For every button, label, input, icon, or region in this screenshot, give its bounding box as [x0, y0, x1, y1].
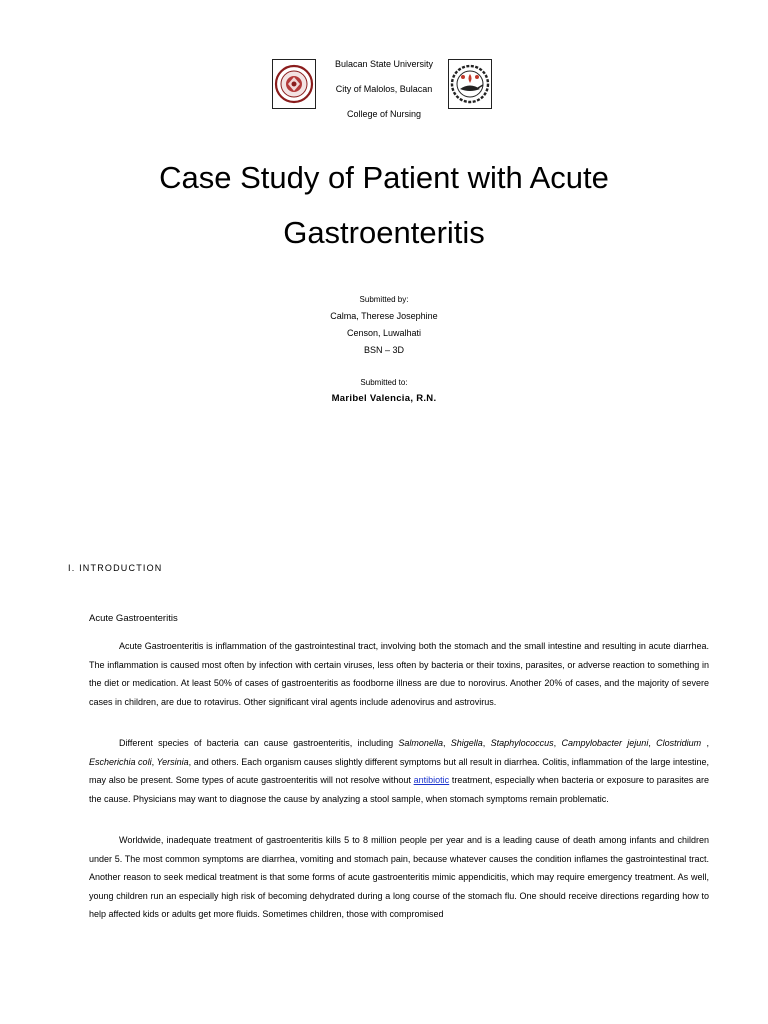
subsection-heading: Acute Gastroenteritis	[89, 613, 178, 624]
species-name: Campylobacter jejuni	[561, 738, 649, 748]
author-name: Censon, Luwalhati	[346, 328, 422, 338]
species-name: Salmonella	[398, 738, 443, 748]
university-city: City of Malolos, Bulacan	[335, 84, 433, 94]
species-name: Yersinia	[156, 756, 189, 767]
paragraph-bacteria	[89, 734, 709, 808]
antibiotic-link[interactable]: antibiotic	[413, 775, 450, 786]
advisor-name: Maribel Valencia, R.N.	[331, 393, 437, 404]
section-heading: I. INTRODUCTION	[68, 563, 163, 573]
paragraph-intro: Acute Gastroenteritis is inflammation of the gastrointestinal tract, involving both the stomach and the small intestine and resulting in acute diarrhea. The inflammation is caused most often by infection with certain viruses, less often by bacteria or their toxins, parasites, or adverse reaction to something in the diet or medication. At least 50% of cases of gastroenteritis as foodborne illness are due to norovirus. Another 20% of cases, and the majority of severe cases in children, are due to rotavirus. Other significant viral agents include adenovirus and astrovirus.	[89, 641, 709, 707]
species-name: Shigella	[450, 738, 483, 748]
document-title-line-2: Gastroenteritis	[283, 215, 485, 250]
document-title-line-1: Case Study of Patient with Acute	[159, 160, 609, 195]
text-span: ,	[553, 738, 562, 748]
text-span: treatment, especially when bacteria or exposure to parasites are the cause. Physicians may want to diagnose the cause by analyzing a stool sample, when stomach symptoms remain problematic.	[89, 775, 709, 804]
author-name: Calma, Therese Josephine	[330, 311, 438, 321]
text-span: ,	[648, 738, 657, 748]
text-span: , and others. Each organism causes slightly different symptoms but all result in diarrhea. Colitis, inflammation of the large intestine, may also be present. Some types of acute gastroenteritis will not resolve without	[89, 756, 709, 786]
text-span: ,	[151, 756, 157, 767]
text-span: ,	[482, 738, 491, 748]
college-name: College of Nursing	[346, 109, 422, 119]
species-name: Escherichia coli	[89, 756, 152, 767]
species-name: Staphylococcus	[490, 738, 554, 748]
submitted-by-label: Submitted by:	[359, 295, 409, 304]
university-name: Bulacan State University	[334, 59, 434, 69]
text-span: ,	[701, 738, 709, 748]
paragraph-worldwide: Worldwide, inadequate treatment of gastroenteritis kills 5 to 8 million people per year and is a leading cause of death among infants and children under 5. The most common symptoms are diarrhea, vomiting and stomach pain, because whatever causes the condition inflames the gastrointestinal tract. Another reason to seek medical treatment is that some forms of acute gastroenteritis mimic appendicitis, which may require emergency treatment. As well, young children run an especially high risk of becoming dehydrated during a long course of the stomach flu. One should receive directions regarding how to help affected kids or adults get more fluids. Sometimes children, those with compromised	[89, 835, 709, 920]
species-name: Clostridium	[656, 738, 702, 748]
text-span: ,	[442, 738, 451, 748]
text-span: Different species of bacteria can cause gastroenteritis, including	[119, 738, 399, 748]
class-section: BSN – 3D	[363, 345, 405, 355]
submitted-to-label: Submitted to:	[360, 378, 408, 387]
